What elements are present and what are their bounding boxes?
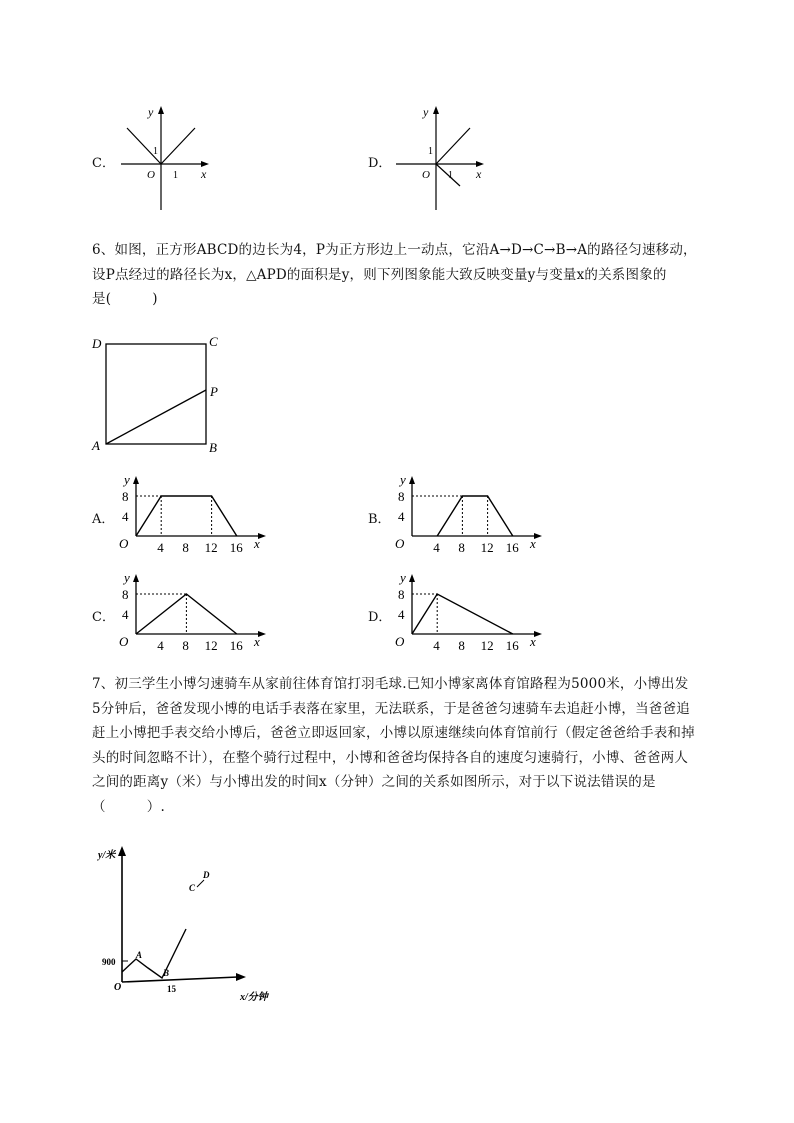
q6-line-1: 6、如图，正方形ABCD的边长为4，P为正方形边上一动点，它沿A→D→C→B→A的路径匀速移动， — [92, 242, 697, 258]
tick-x-16: 16 — [229, 638, 243, 653]
q7-point-a: A — [136, 950, 143, 960]
q7-line-1: 7、初三学生小博匀速骑车从家前往体育馆打羽毛球.已知小博家离体育馆路程为5000米，小博出发 — [92, 676, 689, 692]
tick-x-12: 12 — [480, 540, 494, 555]
q6-line-2: 设P点经过的路径长为x，△APD的面积是y，则下列图象能大致反映变量y与变量x的关系图象的 — [92, 266, 667, 283]
q7-xlabel: x/分钟 — [240, 992, 268, 1003]
q7-line-6: （ ）. — [92, 798, 165, 815]
q6-option-b-graph — [388, 472, 548, 556]
tick-y-4: 4 — [122, 509, 129, 524]
q5c-one-x: 1 — [173, 170, 178, 181]
q6-option-b-label: B． — [368, 512, 391, 527]
tick-y-4: 4 — [122, 607, 129, 622]
q5d-one-y: 1 — [428, 146, 433, 157]
q6-square-figure — [88, 330, 238, 458]
q5-option-d-graph — [390, 100, 490, 212]
tick-x-16: 16 — [505, 638, 519, 653]
q7-distance-graph — [92, 840, 292, 1010]
q7-point-c: C — [189, 883, 196, 893]
q5d-y-label: y — [423, 105, 429, 119]
y-label: y — [400, 570, 406, 585]
origin-label: O — [395, 536, 405, 551]
y-axis-arrow — [409, 574, 415, 582]
q5d-one-x: 1 — [448, 170, 453, 181]
y-axis-arrow — [409, 476, 415, 484]
tick-x-4: 4 — [157, 638, 164, 653]
tick-x-4: 4 — [157, 540, 164, 555]
tick-x-8: 8 — [182, 540, 189, 555]
function-line — [412, 594, 513, 634]
square-label-d: D — [92, 336, 102, 351]
q7-line-3: 赶上小博把手表交给小博后，爸爸立即返回家，小博以原速继续向体育馆前行（假定爸爸给手表和掉 — [92, 725, 695, 741]
tick-x-4: 4 — [433, 540, 440, 555]
square-label-b: B — [209, 440, 217, 455]
tick-y-8: 8 — [398, 587, 405, 602]
tick-x-8: 8 — [458, 638, 465, 653]
q7-line-2: 5分钟后，爸爸发现小博的电话手表落在家里，无法联系，于是爸爸匀速骑车去追赶小博，当爸爸追 — [92, 700, 690, 717]
x-label: x — [530, 536, 536, 551]
x-label: x — [254, 634, 260, 649]
origin-label: O — [119, 634, 129, 649]
tick-x-8: 8 — [182, 638, 189, 653]
q5-option-c-label: C． — [92, 156, 115, 171]
tick-y-8: 8 — [398, 489, 405, 504]
q5c-x-label: x — [201, 167, 207, 181]
square-label-a: A — [92, 438, 100, 453]
q6-option-c-graph — [112, 570, 272, 654]
tick-y-4: 4 — [398, 509, 405, 524]
y-label: y — [124, 472, 130, 487]
q7-value-15: 15 — [167, 984, 176, 994]
y-label: y — [124, 570, 130, 585]
q6-option-d-graph — [388, 570, 548, 654]
function-line — [437, 496, 513, 536]
tick-x-12: 12 — [480, 638, 494, 653]
y-label: y — [400, 472, 406, 487]
q7-ylabel: y/米 — [98, 850, 116, 861]
q6-line-3: 是( ) — [92, 291, 158, 307]
q6-option-a-graph — [112, 472, 272, 556]
q7-value-900: 900 — [102, 957, 116, 967]
q7-line-5: 之间的距离y（米）与小博出发的时间x（分钟）之间的关系如图所示，对于以下说法错误的是 — [92, 774, 656, 790]
tick-x-16: 16 — [505, 540, 519, 555]
tick-y-8: 8 — [122, 489, 129, 504]
q7-point-d: D — [203, 870, 210, 880]
tick-x-12: 12 — [204, 638, 218, 653]
x-label: x — [530, 634, 536, 649]
tick-x-12: 12 — [204, 540, 218, 555]
square-label-p: P — [210, 384, 218, 399]
x-label: x — [254, 536, 260, 551]
origin-label: O — [119, 536, 129, 551]
tick-x-16: 16 — [229, 540, 243, 555]
q7-text — [92, 672, 742, 819]
q7-origin: O — [114, 982, 122, 993]
q7-line-4: 头的时间忽略不计），在整个骑行过程中，小博和爸爸均保持各自的速度匀速骑行，小博、爸爸两人 — [92, 749, 689, 766]
tick-x-8: 8 — [458, 540, 465, 555]
tick-y-8: 8 — [122, 587, 129, 602]
q6-option-c-label: C． — [92, 610, 115, 625]
q6-text — [92, 238, 732, 312]
q5d-x-label: x — [476, 167, 482, 181]
q7-point-b: B — [163, 968, 170, 978]
square-label-c: C — [209, 334, 218, 349]
y-axis-arrow — [133, 476, 139, 484]
function-line — [136, 496, 237, 536]
q5d-origin: O — [422, 169, 430, 181]
origin-label: O — [395, 634, 405, 649]
y-axis-arrow — [133, 574, 139, 582]
q5c-y-label: y — [148, 105, 154, 119]
q6-option-a-label: A． — [92, 512, 115, 527]
q5-option-c-graph — [115, 100, 215, 212]
q5c-origin: O — [147, 169, 155, 181]
q5c-one-y: 1 — [153, 146, 158, 157]
q6-option-d-label: D． — [368, 610, 392, 625]
tick-y-4: 4 — [398, 607, 405, 622]
tick-x-4: 4 — [433, 638, 440, 653]
q5-option-d-label: D． — [368, 156, 392, 171]
